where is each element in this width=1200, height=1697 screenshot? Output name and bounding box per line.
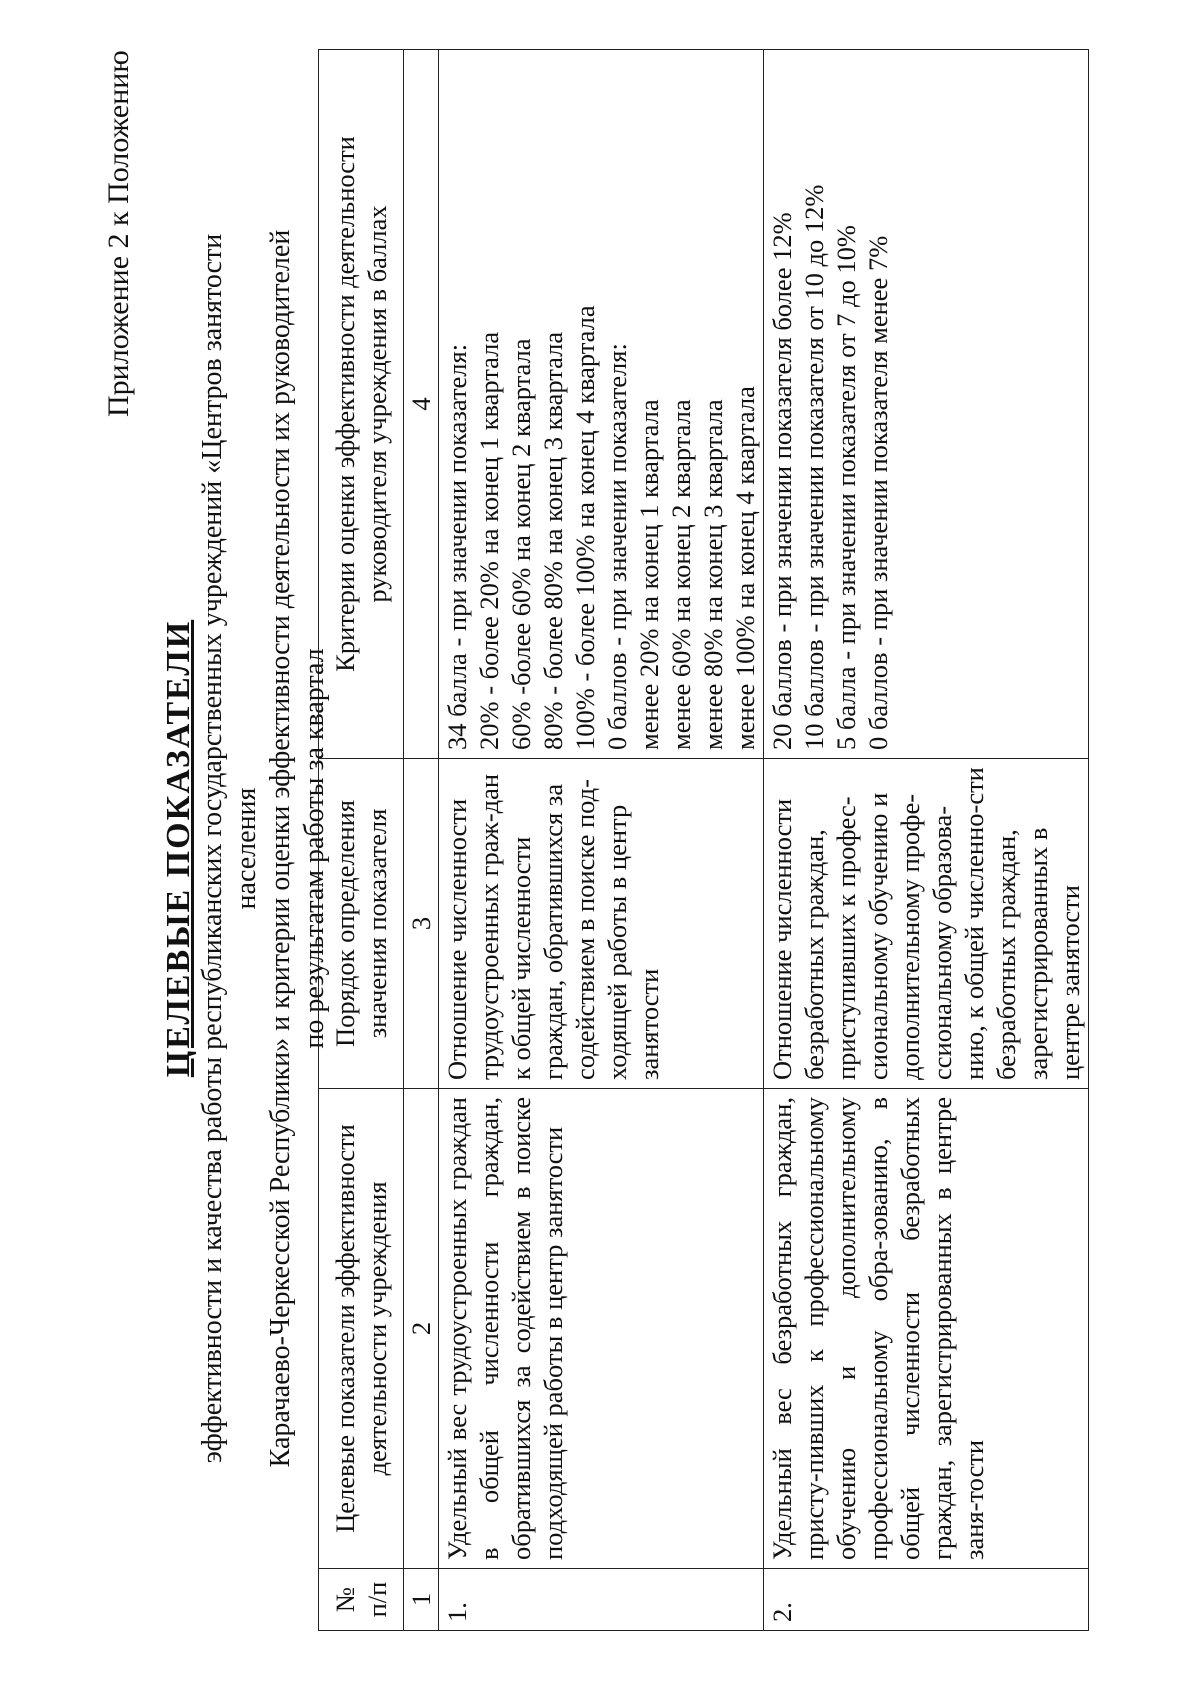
criteria-cell <box>439 50 764 759</box>
column-number: 1 <box>404 1569 439 1631</box>
criteria-line: 10 баллов - при значении показателя от 10 до 12% <box>799 184 829 750</box>
header-criteria: Критерии оценки эффективности деятельности руководителя учреждения в баллах <box>319 50 404 759</box>
criteria-cell <box>764 50 1089 759</box>
row-number: 1. <box>439 1569 764 1631</box>
column-number: 2 <box>404 1089 439 1569</box>
column-number-row <box>404 50 439 1631</box>
header-number: № п/п <box>319 1569 404 1631</box>
header-method: Порядок определения значения показателя <box>319 759 404 1089</box>
column-number: 3 <box>404 759 439 1089</box>
criteria-line: 34 балла - при значении показателя: <box>442 343 472 750</box>
method-text: Отношение численности трудоустроенных граж-дан к общей численности граждан, обратившихся за содействием в поиске под-ходящей работы в центр занятости <box>439 759 764 1089</box>
appendix-note: Приложение 2 к Положению <box>102 50 135 417</box>
criteria-line: менее 100% на конец 4 квартала <box>730 386 760 750</box>
column-number: 4 <box>404 50 439 759</box>
criteria-line: 0 баллов - при значении показателя: <box>602 343 632 750</box>
subtitle-line: эффективности и качества работы республиканских государственных учреждений «Центров занятости населения <box>197 233 262 1464</box>
criteria-line: менее 20% на конец 1 квартала <box>634 399 664 750</box>
method-text: Отношение численности безработных граждан, приступивших к профес-сиональному обучению и дополнительному профе-ссиональному образова-нию, к общей численно-сти безработных граждан, зарегистрированных в центре занятости <box>764 759 1089 1089</box>
criteria-line: 20% - более 20% на конец 1 квартала <box>474 331 504 750</box>
subtitle-line: по результатам работы за квартал <box>299 648 330 1049</box>
criteria-line: 80% - более 80% на конец 3 квартала <box>538 331 568 750</box>
subtitle-line: Карачаево-Черкесской Республики» и критерии оценки эффективности деятельности их руководителей <box>265 229 296 1468</box>
header-indicator: Целевые показатели эффективности деятельности учреждения <box>319 1089 404 1569</box>
criteria-line: 60% -более 60% на конец 2 квартала <box>506 338 536 750</box>
table-row <box>439 50 764 1631</box>
criteria-line: менее 80% на конец 3 квартала <box>698 399 728 750</box>
document-title: ЦЕЛЕВЫЕ ПОКАЗАТЕЛИ <box>160 619 197 1078</box>
criteria-line: 5 балла - при значении показателя от 7 до 10% <box>831 225 861 750</box>
criteria-line: 0 баллов - при значении показателя менее 7% <box>863 235 893 750</box>
row-number: 2. <box>764 1569 1089 1631</box>
criteria-line: 100% - более 100% на конец 4 квартала <box>570 305 600 750</box>
table-row <box>764 50 1089 1631</box>
indicator-text: Удельный вес трудоустроенных граждан в общей численности граждан, обратившихся за содействием в поиске подходящей работы в центр занятости <box>439 1089 764 1569</box>
indicator-text: Удельный вес безработных граждан, присту-пивших к профессиональному обучению и дополнительному профессиональному обра-зованию, в общей численности безработных граждан, зарегистрированных в центре заня-тости <box>764 1089 1089 1569</box>
indicators-table <box>318 49 1089 1631</box>
criteria-line: менее 60% на конец 2 квартала <box>666 399 696 750</box>
table-header-row <box>319 50 404 1631</box>
document-subtitle <box>196 200 332 1497</box>
criteria-line: 20 баллов - при значении показателя более 12% <box>767 212 797 750</box>
